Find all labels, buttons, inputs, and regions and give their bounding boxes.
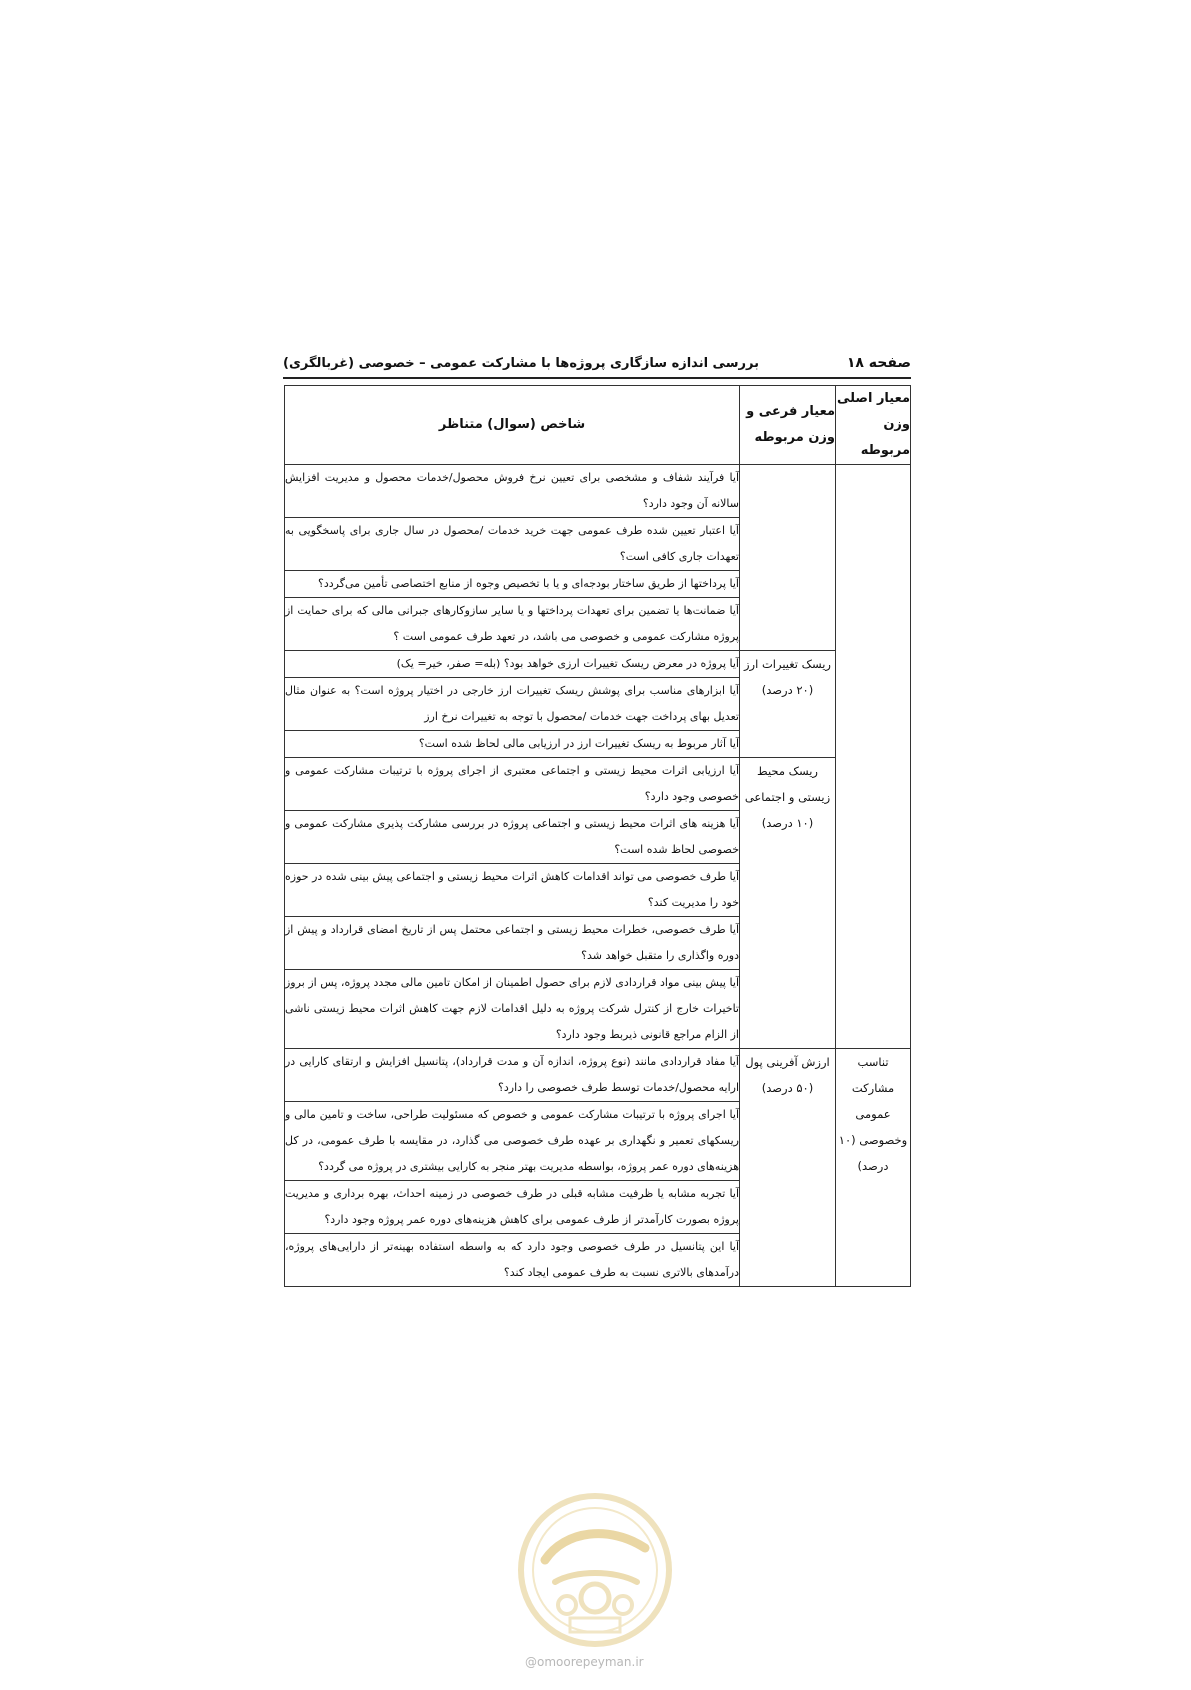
- main-criteria-ppp-fit: [836, 1049, 911, 1287]
- indicator-cell: آیا ارزیابی اثرات محیط زیستی و اجتماعی معتبری از اجرای پروژه با ترتیبات مشارکت عمومی و خصوصی وجود دارد؟: [285, 758, 740, 811]
- sub-criteria-weight: (۲۰ درصد): [761, 683, 814, 697]
- main-criteria-weight: درصد): [857, 1159, 889, 1173]
- sub-criteria-cell-empty: [740, 465, 836, 651]
- indicator-cell: آیا این پتانسیل در طرف خصوصی وجود دارد که به واسطه استفاده بهینه‌تر از دارایی‌های پروژه، درآمدهای بالاتری نسبت به طرف عمومی ایجاد کند؟: [285, 1234, 740, 1287]
- indicator-cell: آیا فرآیند شفاف و مشخصی برای تعیین نرخ فروش محصول/خدمات محصول و مدیریت افزایش سالانه آن وجود دارد؟: [285, 465, 740, 518]
- table-header-row: [285, 386, 911, 465]
- sub-criteria-label: ریسک تغییرات ارز: [744, 657, 831, 671]
- header-main-criteria: معیار اصلی وزن مربوطه: [836, 386, 911, 465]
- criteria-table: [284, 385, 911, 1287]
- indicator-cell: آیا هزینه های اثرات محیط زیستی و اجتماعی پروژه در بررسی مشارکت پذیری مشارکت عمومی و خصوصی لحاظ شده است؟: [285, 811, 740, 864]
- header-indicator: شاخص (سوال) متناظر: [285, 386, 740, 465]
- indicator-cell: آیا ابزارهای مناسب برای پوشش ریسک تغییرات ارز خارجی در اختیار پروژه است؟ به عنوان مثال تعدیل بهای پرداخت جهت خدمات /محصول با توجه به تغییرات نرخ ارز: [285, 678, 740, 731]
- watermark-site: @omoorepeyman.ir: [525, 1655, 644, 1669]
- sub-criteria-weight: (۵۰ درصد): [761, 1081, 814, 1095]
- indicator-cell: آیا اجرای پروژه با ترتیبات مشارکت عمومی و خصوص که مسئولیت طراحی، ساخت و تامین مالی و ریسکهای تعمیر و نگهداری بر عهده طرف خصوصی می گذارد، در مقایسه با طرف عمومی، در کل هزینه‌های دوره عمر پروژه، بواسطه مدیریت بهتر منجر به کارایی بیشتری در پروژه می گردد؟: [285, 1102, 740, 1181]
- indicator-cell: آیا مفاد قراردادی مانند (نوع پروژه، اندازه آن و مدت قرارداد)، پتانسیل افزایش و ارتقای کارایی در ارایه محصول/خدمات توسط طرف خصوصی را دارد؟: [285, 1049, 740, 1102]
- table-row: [285, 465, 911, 518]
- indicator-cell: آیا طرف خصوصی، خطرات محیط زیستی و اجتماعی محتمل پس از تاریخ امضای قرارداد و پیش از دوره واگذاری را متقبل خواهد شد؟: [285, 917, 740, 970]
- sub-criteria-weight: (۱۰ درصد): [761, 816, 814, 830]
- indicator-cell: آیا آثار مربوط به ریسک تغییرات ارز در ارزیابی مالی لحاظ شده است؟: [285, 731, 740, 758]
- sub-criteria-label: ریسک محیط: [757, 764, 818, 778]
- sub-criteria-env-risk: [740, 758, 836, 1049]
- document-title: بررسی اندازه سازگاری پروژه‌ها با مشارکت عمومی – خصوصی (غربالگری): [283, 355, 759, 371]
- indicator-cell: آیا پرداختها از طریق ساختار بودجه‌ای و یا با تخصیص وجوه از منابع اختصاصی تأمین می‌گردد؟: [285, 571, 740, 598]
- indicator-cell: آیا تجربه مشابه یا ظرفیت مشابه قبلی در طرف خصوصی در زمینه احداث، بهره برداری و مدیریت پروژه بصورت کارآمدتر از طرف عمومی برای کاهش هزینه‌های دوره عمر پروژه وجود دارد؟: [285, 1181, 740, 1234]
- table-row: [285, 758, 911, 811]
- main-criteria-label: تناسب: [857, 1055, 889, 1069]
- indicator-cell: آیا پیش بینی مواد قراردادی لازم برای حصول اطمینان از امکان تامین مالی مجدد پروژه، پس از بروز تاخیرات خارج از کنترل شرکت پروژه به دلیل اقدامات لازم جهت کاهش اثرات محیط زیستی ناشی از الزام مراجع قانونی ذیربط وجود دارد؟: [285, 970, 740, 1049]
- main-criteria-label: عمومی: [855, 1107, 891, 1121]
- indicator-cell: آیا ضمانت‌ها یا تضمین برای تعهدات پرداختها و یا سایر سازوکارهای جبرانی مالی که برای حمایت از پروژه مشارکت عمومی و خصوصی می باشد، در تعهد طرف عمومی است ؟: [285, 598, 740, 651]
- indicator-cell: آیا پروژه در معرض ریسک تغییرات ارزی خواهد بود؟ (بله= صفر، خیر= یک): [285, 651, 740, 678]
- sub-criteria-vfm: [740, 1049, 836, 1287]
- header-sub-criteria: معیار فرعی و وزن مربوطه: [740, 386, 836, 465]
- page-number: صفحه ۱۸: [846, 355, 911, 371]
- indicator-cell: آیا طرف خصوصی می تواند اقدامات کاهش اثرات محیط زیستی و اجتماعی پیش بینی شده در حوزه خود را مدیریت کند؟: [285, 864, 740, 917]
- watermark-logo: [515, 1490, 675, 1650]
- main-criteria-cell-empty: [836, 465, 911, 1049]
- table-row: [285, 1049, 911, 1102]
- sub-criteria-fx-risk: [740, 651, 836, 758]
- table-row: [285, 651, 911, 678]
- sub-criteria-label-cont: زیستی و اجتماعی: [744, 790, 831, 804]
- sub-criteria-label: ارزش آفرینی پول: [745, 1055, 830, 1069]
- main-criteria-label: وخصوصی (۱۰: [838, 1133, 908, 1147]
- page-header: [283, 352, 911, 379]
- main-criteria-label: مشارکت: [851, 1081, 895, 1095]
- indicator-cell: آیا اعتبار تعیین شده طرف عمومی جهت خرید خدمات /محصول در سال جاری برای پاسخگویی به تعهدات جاری کافی است؟: [285, 518, 740, 571]
